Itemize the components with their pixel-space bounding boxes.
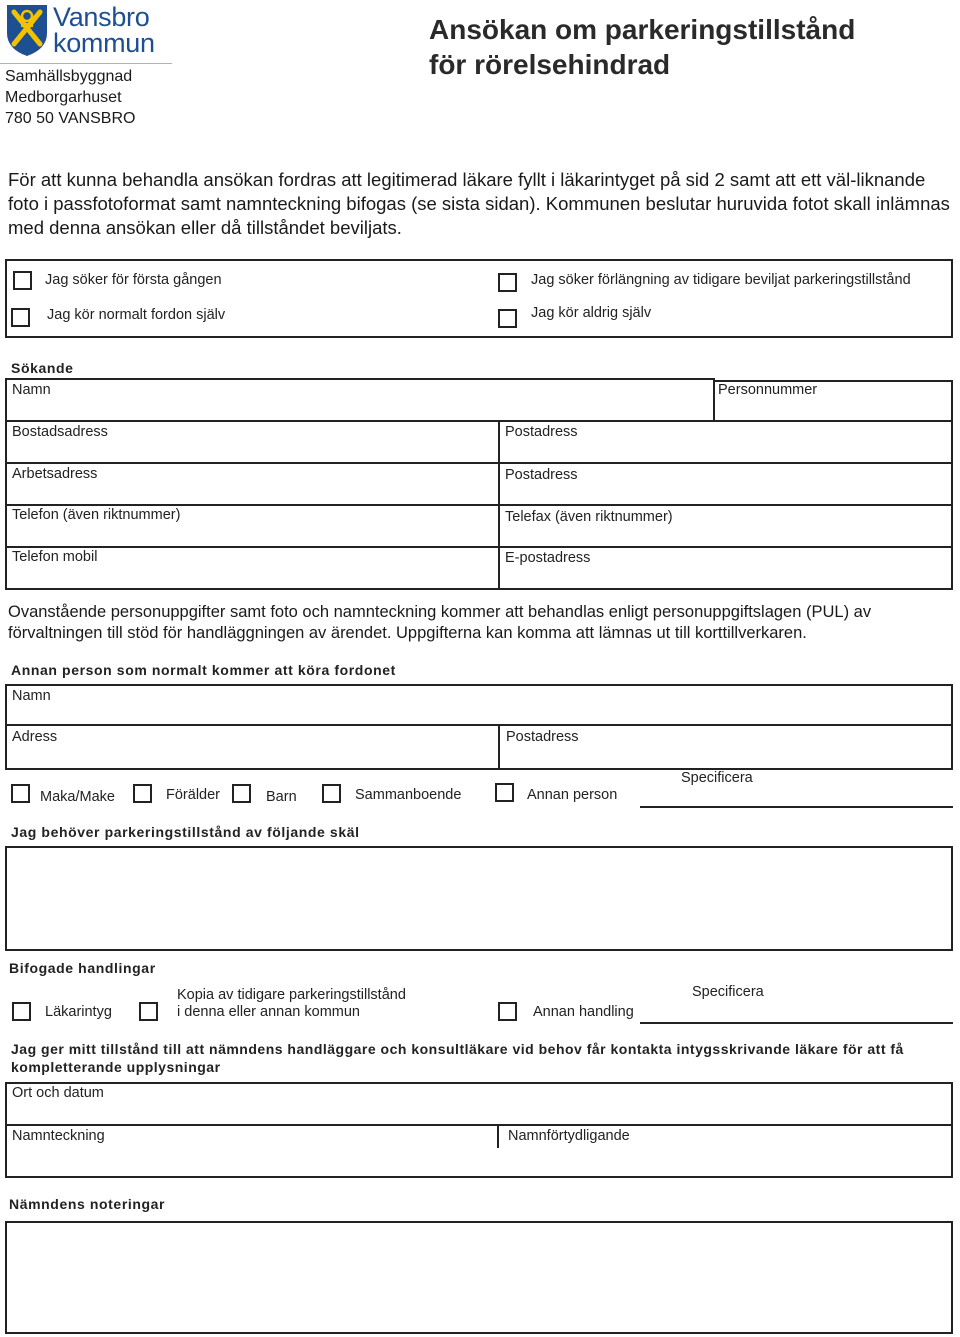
attachment-specify-label: Specificera bbox=[692, 984, 764, 1000]
relation-child-label: Barn bbox=[266, 789, 297, 805]
logo-name-line2: kommun bbox=[53, 28, 155, 58]
relation-child-checkbox[interactable] bbox=[232, 784, 251, 803]
other-driver-address-label: Adress bbox=[12, 729, 58, 745]
place-date-label: Ort och datum bbox=[12, 1085, 104, 1101]
org-line-postal: 780 50 VANSBRO bbox=[5, 110, 136, 127]
relation-other-checkbox[interactable] bbox=[495, 783, 514, 802]
email-label: E-postadress bbox=[505, 550, 591, 566]
drive-self-checkbox[interactable] bbox=[11, 308, 30, 327]
relation-spouse-label: Maka/Make bbox=[40, 789, 115, 805]
title-line2: för rörelsehindrad bbox=[429, 49, 671, 80]
never-drive-checkbox[interactable] bbox=[498, 309, 517, 328]
relation-other-label: Annan person bbox=[527, 787, 618, 803]
committee-notes-heading: Nämndens noteringar bbox=[9, 1196, 166, 1212]
intro-text: För att kunna behandla ansökan fordras att legitimerad läkare fyllt i läkarintyget på sid 2 samt att ett väl-liknande foto i passfotoformat samt namnteckning bifogas (se sista sidan). Kommunen beslutar huruvida fotot skall inlämnas med denna ansökan eller då tillståndet beviljats. bbox=[8, 169, 950, 238]
org-line-building: Medborgarhuset bbox=[5, 89, 122, 106]
medical-certificate-checkbox[interactable] bbox=[12, 1002, 31, 1021]
organization-address bbox=[5, 66, 135, 129]
attachments-section-heading: Bifogade handlingar bbox=[9, 960, 156, 976]
relation-specify-line[interactable] bbox=[640, 806, 953, 808]
first-time-checkbox[interactable] bbox=[13, 271, 32, 290]
committee-notes-box[interactable] bbox=[5, 1221, 953, 1334]
reasons-textarea[interactable] bbox=[5, 846, 953, 951]
other-document-label: Annan handling bbox=[533, 1004, 634, 1020]
other-driver-section-heading: Annan person som normalt kommer att köra fordonet bbox=[11, 662, 396, 678]
previous-permit-checkbox[interactable] bbox=[139, 1002, 158, 1021]
relation-spouse-checkbox[interactable] bbox=[11, 784, 30, 803]
attachment-specify-line[interactable] bbox=[640, 1022, 953, 1024]
other-driver-name-label: Namn bbox=[12, 688, 51, 704]
relation-cohabitant-checkbox[interactable] bbox=[322, 784, 341, 803]
work-postal-address-label: Postadress bbox=[505, 467, 578, 483]
other-driver-address-field[interactable] bbox=[5, 724, 500, 770]
applicant-name-field[interactable] bbox=[5, 378, 715, 422]
application-type-box bbox=[5, 259, 953, 338]
logo-name-line1: Vansbro bbox=[53, 2, 150, 32]
reasons-section-heading: Jag behöver parkeringstillstånd av följande skäl bbox=[11, 824, 360, 840]
relation-specify-label: Specificera bbox=[681, 770, 753, 786]
previous-permit-label-line1: Kopia av tidigare parkeringstillstånd bbox=[177, 987, 406, 1003]
relation-parent-checkbox[interactable] bbox=[133, 784, 152, 803]
other-driver-postal-label: Postadress bbox=[506, 729, 579, 745]
phone-label: Telefon (även riktnummer) bbox=[12, 507, 181, 523]
home-address-label: Bostadsadress bbox=[12, 424, 108, 440]
page-title bbox=[429, 12, 855, 82]
home-postal-address-label: Postadress bbox=[505, 424, 578, 440]
first-time-label: Jag söker för första gången bbox=[45, 272, 222, 288]
other-document-checkbox[interactable] bbox=[498, 1002, 517, 1021]
work-address-label: Arbetsadress bbox=[12, 466, 98, 482]
vansbro-logo bbox=[5, 3, 175, 61]
place-date-field[interactable] bbox=[5, 1082, 953, 1126]
extension-checkbox[interactable] bbox=[498, 273, 517, 292]
never-drive-label: Jag kör aldrig själv bbox=[531, 305, 652, 321]
title-line1: Ansökan om parkeringstillstånd bbox=[429, 14, 856, 45]
signature-divider bbox=[497, 1126, 499, 1148]
other-driver-name-field[interactable] bbox=[5, 684, 953, 726]
extension-label: Jag söker förlängning av tidigare beviljat parkeringstillstånd bbox=[531, 272, 911, 288]
medical-certificate-label: Läkarintyg bbox=[45, 1004, 112, 1020]
relation-parent-label: Förälder bbox=[166, 787, 220, 803]
signature-field[interactable] bbox=[5, 1124, 953, 1178]
relation-cohabitant-label: Sammanboende bbox=[355, 787, 462, 803]
privacy-note: Ovanstående personuppgifter samt foto och namnteckning kommer att behandlas enligt personuppgiftslagen (PUL) av förvaltningen till stöd för handläggningen av ärendet. Uppgifterna kan komma att lämnas ut till korttillverkaren. bbox=[8, 603, 872, 642]
consent-text: Jag ger mitt tillstånd till att nämndens handläggare och konsultläkare vid behov får kontakta intygsskrivande läkare för att få kompletterande upplysningar bbox=[11, 1041, 904, 1075]
signature-label: Namnteckning bbox=[12, 1128, 105, 1144]
org-line-department: Samhällsbyggnad bbox=[5, 68, 133, 85]
fax-label: Telefax (även riktnummer) bbox=[505, 509, 673, 525]
coat-of-arms-icon bbox=[5, 3, 49, 57]
name-clarification-label: Namnförtydligande bbox=[508, 1128, 630, 1144]
applicant-name-label: Namn bbox=[12, 382, 51, 398]
applicant-section-heading: Sökande bbox=[11, 360, 74, 376]
previous-permit-label bbox=[177, 987, 406, 1021]
previous-permit-label-line2: i denna eller annan kommun bbox=[177, 1004, 360, 1020]
header-divider bbox=[0, 63, 172, 64]
personal-number-label: Personnummer bbox=[718, 382, 818, 398]
drive-self-label: Jag kör normalt fordon själv bbox=[47, 307, 226, 323]
mobile-label: Telefon mobil bbox=[12, 549, 98, 565]
